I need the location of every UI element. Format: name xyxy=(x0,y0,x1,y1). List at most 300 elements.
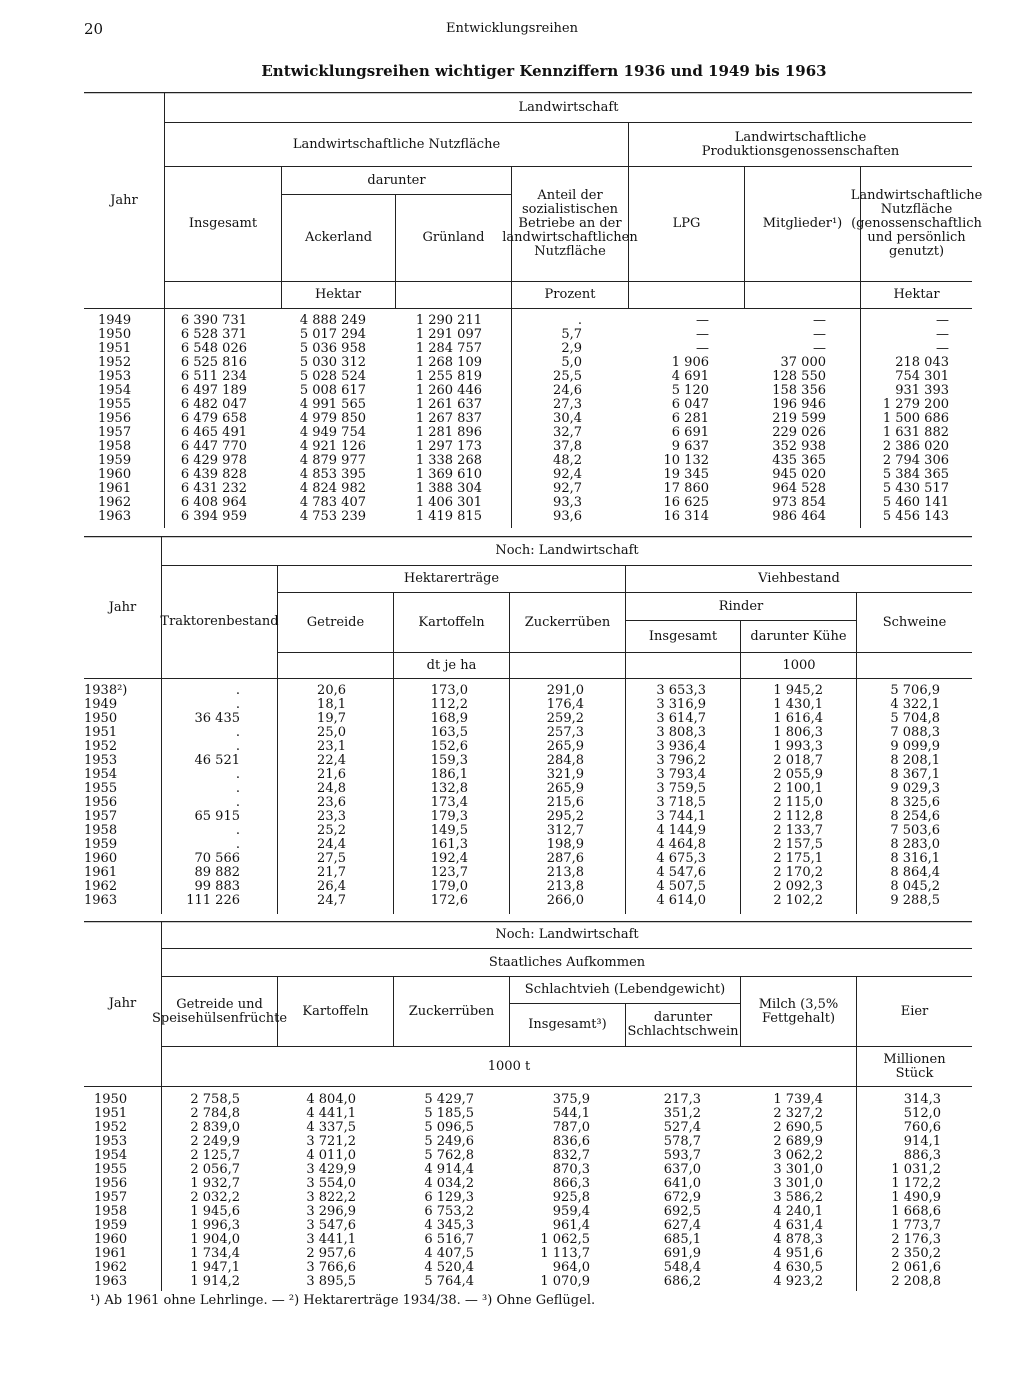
year-cell: 1957 xyxy=(84,809,118,824)
schlacht-insgesamt-cell: 964,0 xyxy=(552,1260,590,1275)
zuckerrueben-3-cell: 5 096,5 xyxy=(424,1120,474,1135)
kartoffeln-cell: 163,5 xyxy=(430,725,468,740)
nutzflaeche-lpg-cell: 1 500 686 xyxy=(882,411,949,426)
mitglieder-cell: 37 000 xyxy=(780,355,826,370)
kartoffeln-3-cell: 3 554,0 xyxy=(306,1176,356,1191)
zuckerrueben-cell: 287,6 xyxy=(546,851,584,866)
milch-cell: 4 923,2 xyxy=(773,1274,823,1289)
eier-cell: 2 061,6 xyxy=(891,1260,941,1275)
kartoffeln-3-cell: 3 721,2 xyxy=(306,1134,356,1149)
kuehe-cell: 2 100,1 xyxy=(773,781,823,796)
kartoffeln-cell: 112,2 xyxy=(430,697,468,712)
kartoffeln-cell: 192,4 xyxy=(430,851,468,866)
traktoren-cell: 65 915 xyxy=(194,809,240,824)
zuckerrueben-cell: 284,8 xyxy=(546,753,584,768)
nutzflaeche-lpg-cell: — xyxy=(936,341,949,356)
zuckerrueben-3-cell: 6 516,7 xyxy=(424,1232,474,1247)
schweine-cell: 5 706,9 xyxy=(890,683,940,698)
year-cell: 1960 xyxy=(94,1232,128,1247)
kartoffeln-3-cell: 3 895,5 xyxy=(306,1274,356,1289)
traktoren-cell: . xyxy=(235,683,240,698)
getreide-hf-cell: 2 758,5 xyxy=(190,1092,240,1107)
insgesamt-cell: 6 497 189 xyxy=(180,383,247,398)
nutzflaeche-lpg-cell: 5 456 143 xyxy=(882,509,949,524)
year-cell: 1953 xyxy=(98,369,132,384)
schlachtschwein-cell: 692,5 xyxy=(663,1204,701,1219)
milch-cell: 4 951,6 xyxy=(773,1246,823,1261)
getreide-cell: 21,6 xyxy=(317,767,346,782)
year-cell: 1956 xyxy=(84,795,118,810)
col-schlacht-insgesamt xyxy=(510,1093,590,1289)
ackerland-cell: 4 853 395 xyxy=(299,467,366,482)
kuehe-cell: 1 806,3 xyxy=(773,725,823,740)
ackerland-cell: 5 030 312 xyxy=(299,355,366,370)
insgesamt-cell: 6 548 026 xyxy=(180,341,247,356)
mitglieder-cell: 973 854 xyxy=(772,495,826,510)
subgroup-header-schlachtvieh: Schlachtvieh (Lebendgewicht) xyxy=(524,982,726,997)
col-header-schlachtschwein: darunter Schlachtschwein xyxy=(627,1010,739,1039)
col-header-traktoren: Traktorenbestand xyxy=(160,614,279,629)
kartoffeln-3-cell: 3 766,6 xyxy=(306,1260,356,1275)
year-cell: 1963 xyxy=(94,1274,128,1289)
schweine-cell: 8 283,0 xyxy=(890,837,940,852)
col-header-jahr-2: Jahr xyxy=(108,599,137,615)
subgroup-header-rinder: Rinder xyxy=(718,598,764,614)
getreide-cell: 26,4 xyxy=(317,879,346,894)
rinder-cell: 4 675,3 xyxy=(656,851,706,866)
zuckerrueben-3-cell: 6 129,3 xyxy=(424,1190,474,1205)
col-header-lpg-nutzflaeche: Landwirtschaftliche Nutzfläche (genossenschaftlich und persönlich genutzt) xyxy=(850,188,983,259)
schlacht-insgesamt-cell: 870,3 xyxy=(552,1162,590,1177)
schweine-cell: 9 288,5 xyxy=(890,893,940,908)
col-gruenland xyxy=(396,314,482,524)
gruenland-cell: 1 268 109 xyxy=(415,355,482,370)
traktoren-cell: . xyxy=(235,837,240,852)
gruenland-cell: 1 284 757 xyxy=(415,341,482,356)
milch-cell: 3 301,0 xyxy=(773,1162,823,1177)
zuckerrueben-3-cell: 5 185,5 xyxy=(424,1106,474,1121)
col-header-getreide-hf: Getreide und Speisehülsenfrüchte xyxy=(151,996,288,1026)
lpg-cell: 17 860 xyxy=(663,481,709,496)
rinder-cell: 3 653,3 xyxy=(656,683,706,698)
ackerland-cell: 5 028 524 xyxy=(299,369,366,384)
schweine-cell: 8 316,1 xyxy=(890,851,940,866)
zuckerrueben-cell: 257,3 xyxy=(546,725,584,740)
rinder-cell: 3 316,9 xyxy=(656,697,706,712)
mitglieder-cell: — xyxy=(813,327,826,342)
kuehe-cell: 2 055,9 xyxy=(773,767,823,782)
zuckerrueben-cell: 265,9 xyxy=(546,781,584,796)
eier-cell: 2 208,8 xyxy=(891,1274,941,1289)
eier-cell: 760,6 xyxy=(903,1120,941,1135)
kartoffeln-cell: 173,4 xyxy=(430,795,468,810)
schlacht-insgesamt-cell: 832,7 xyxy=(552,1148,590,1163)
kuehe-cell: 2 157,5 xyxy=(773,837,823,852)
kartoffeln-cell: 173,0 xyxy=(430,683,468,698)
getreide-cell: 23,3 xyxy=(317,809,346,824)
traktoren-cell: 89 882 xyxy=(194,865,240,880)
getreide-hf-cell: 1 904,0 xyxy=(190,1232,240,1247)
ackerland-cell: 4 921 126 xyxy=(299,439,366,454)
lpg-cell: — xyxy=(696,313,709,328)
insgesamt-cell: 6 482 047 xyxy=(180,397,247,412)
col-header-getreide: Getreide xyxy=(306,614,365,630)
mitglieder-cell: 945 020 xyxy=(772,467,826,482)
group-header-lpg: Landwirtschaftliche Produktionsgenossenschaften xyxy=(701,129,900,159)
anteil-cell: 5,0 xyxy=(561,355,582,370)
getreide-hf-cell: 2 839,0 xyxy=(190,1120,240,1135)
gruenland-cell: 1 291 097 xyxy=(415,327,482,342)
year-cell: 1955 xyxy=(98,397,132,412)
traktoren-cell: . xyxy=(235,823,240,838)
insgesamt-cell: 6 465 491 xyxy=(180,425,247,440)
mitglieder-cell: 158 356 xyxy=(772,383,826,398)
insgesamt-cell: 6 408 964 xyxy=(180,495,247,510)
getreide-hf-cell: 1 945,6 xyxy=(190,1204,240,1219)
year-cell: 1952 xyxy=(98,355,132,370)
year-cell: 1949 xyxy=(84,697,118,712)
col-schlachtschwein xyxy=(626,1093,701,1289)
mitglieder-cell: 196 946 xyxy=(772,397,826,412)
anteil-cell: 27,3 xyxy=(553,397,582,412)
schlachtschwein-cell: 685,1 xyxy=(663,1232,701,1247)
kartoffeln-3-cell: 3 822,2 xyxy=(306,1190,356,1205)
eier-cell: 1 668,6 xyxy=(891,1204,941,1219)
gruenland-cell: 1 290 211 xyxy=(415,313,482,328)
kartoffeln-cell: 168,9 xyxy=(430,711,468,726)
eier-cell: 1 490,9 xyxy=(891,1190,941,1205)
unit-hektar-lpg: Hektar xyxy=(893,287,940,302)
schlacht-insgesamt-cell: 787,0 xyxy=(552,1120,590,1135)
nutzflaeche-lpg-cell: — xyxy=(936,313,949,328)
col-header-anteil: Anteil der sozialistischen Betriebe an der landwirtschaftlichen Nutzfläche xyxy=(502,188,638,259)
year-cell: 1961 xyxy=(98,481,132,496)
milch-cell: 4 630,5 xyxy=(773,1260,823,1275)
milch-cell: 3 586,2 xyxy=(773,1190,823,1205)
table-staatliches-aufkommen xyxy=(84,921,972,1291)
kartoffeln-3-cell: 3 429,9 xyxy=(306,1162,356,1177)
year-cell: 1959 xyxy=(94,1218,128,1233)
rinder-cell: 3 936,4 xyxy=(656,739,706,754)
getreide-cell: 18,1 xyxy=(317,697,346,712)
schlacht-insgesamt-cell: 961,4 xyxy=(552,1218,590,1233)
year-cell: 1963 xyxy=(84,893,118,908)
milch-cell: 4 240,1 xyxy=(773,1204,823,1219)
kartoffeln-3-cell: 3 441,1 xyxy=(306,1232,356,1247)
kuehe-cell: 2 102,2 xyxy=(773,893,823,908)
year-cell: 1951 xyxy=(94,1106,128,1121)
year-cell: 1957 xyxy=(94,1190,128,1205)
gruenland-cell: 1 419 815 xyxy=(415,509,482,524)
milch-cell: 2 690,5 xyxy=(773,1120,823,1135)
kartoffeln-3-cell: 3 547,6 xyxy=(306,1218,356,1233)
year-cell: 1961 xyxy=(94,1246,128,1261)
zuckerrueben-3-cell: 5 429,7 xyxy=(424,1092,474,1107)
kartoffeln-cell: 149,5 xyxy=(430,823,468,838)
year-cell: 1962 xyxy=(94,1260,128,1275)
gruenland-cell: 1 406 301 xyxy=(415,495,482,510)
getreide-cell: 24,4 xyxy=(317,837,346,852)
col-kuehe xyxy=(741,684,823,908)
year-cell: 1952 xyxy=(84,739,118,754)
col-lpg xyxy=(629,314,709,524)
rinder-cell: 3 718,5 xyxy=(656,795,706,810)
rinder-cell: 4 464,8 xyxy=(656,837,706,852)
year-cell: 1957 xyxy=(98,425,132,440)
group-header-hektarertraege: Hektarerträge xyxy=(403,571,500,586)
col-header-kartoffeln-3: Kartoffeln xyxy=(302,1003,369,1019)
col-jahr-2 xyxy=(84,684,152,908)
nutzflaeche-lpg-cell: 5 460 141 xyxy=(882,495,949,510)
anteil-cell: 93,3 xyxy=(553,495,582,510)
gruenland-cell: 1 369 610 xyxy=(415,467,482,482)
schlacht-insgesamt-cell: 925,8 xyxy=(552,1190,590,1205)
year-cell: 1950 xyxy=(84,711,118,726)
col-rinder xyxy=(626,684,706,908)
getreide-hf-cell: 1 947,1 xyxy=(190,1260,240,1275)
year-cell: 1956 xyxy=(94,1176,128,1191)
nutzflaeche-lpg-cell: 2 794 306 xyxy=(882,453,949,468)
col-header-zuckerrueben: Zuckerrüben xyxy=(524,614,611,630)
zuckerrueben-cell: 215,6 xyxy=(546,795,584,810)
nutzflaeche-lpg-cell: 5 384 365 xyxy=(882,467,949,482)
year-cell: 1960 xyxy=(98,467,132,482)
ackerland-cell: 4 949 754 xyxy=(299,425,366,440)
nutzflaeche-lpg-cell: 931 393 xyxy=(895,383,949,398)
lpg-cell: 6 047 xyxy=(671,397,709,412)
ackerland-cell: 4 879 977 xyxy=(299,453,366,468)
kartoffeln-3-cell: 3 296,9 xyxy=(306,1204,356,1219)
ackerland-cell: 4 888 249 xyxy=(299,313,366,328)
zuckerrueben-cell: 213,8 xyxy=(546,865,584,880)
subgroup-header-darunter: darunter xyxy=(367,172,426,188)
kuehe-cell: 2 133,7 xyxy=(773,823,823,838)
table-landwirtschaft-nutzflaeche xyxy=(84,92,983,528)
col-getreide-hf xyxy=(162,1093,240,1289)
year-cell: 1950 xyxy=(98,327,132,342)
schweine-cell: 8 254,6 xyxy=(890,809,940,824)
eier-cell: 1 773,7 xyxy=(891,1218,941,1233)
getreide-hf-cell: 1 914,2 xyxy=(190,1274,240,1289)
year-cell: 1951 xyxy=(98,341,132,356)
insgesamt-cell: 6 394 959 xyxy=(180,509,247,524)
traktoren-cell: 46 521 xyxy=(194,753,240,768)
eier-cell: 2 350,2 xyxy=(891,1246,941,1261)
col-header-rinder-insgesamt: Insgesamt xyxy=(648,628,718,644)
year-cell: 1962 xyxy=(98,495,132,510)
anteil-cell: 24,6 xyxy=(553,383,582,398)
traktoren-cell: . xyxy=(235,781,240,796)
schlacht-insgesamt-cell: 1 062,5 xyxy=(540,1232,590,1247)
traktoren-cell: . xyxy=(235,767,240,782)
anteil-cell: 92,4 xyxy=(553,467,582,482)
rinder-cell: 4 144,9 xyxy=(656,823,706,838)
mitglieder-cell: 435 365 xyxy=(772,453,826,468)
lpg-cell: 5 120 xyxy=(671,383,709,398)
zuckerrueben-cell: 176,4 xyxy=(546,697,584,712)
gruenland-cell: 1 255 819 xyxy=(415,369,482,384)
mitglieder-cell: 986 464 xyxy=(772,509,826,524)
year-cell: 1952 xyxy=(94,1120,128,1135)
col-eier xyxy=(857,1093,941,1289)
insgesamt-cell: 6 390 731 xyxy=(180,313,247,328)
ackerland-cell: 4 824 982 xyxy=(299,481,366,496)
col-mitglieder xyxy=(745,314,826,524)
rinder-cell: 4 614,0 xyxy=(656,893,706,908)
unit-dt-je-ha: dt je ha xyxy=(426,657,477,673)
ackerland-cell: 4 753 239 xyxy=(299,509,366,524)
getreide-cell: 25,2 xyxy=(317,823,346,838)
schlacht-insgesamt-cell: 959,4 xyxy=(552,1204,590,1219)
milch-cell: 1 739,4 xyxy=(773,1092,823,1107)
running-header: Entwicklungsreihen xyxy=(446,21,578,36)
group-header-staatliches-aufkommen: Staatliches Aufkommen xyxy=(488,954,646,970)
kartoffeln-cell: 161,3 xyxy=(430,837,468,852)
eier-cell: 314,3 xyxy=(903,1092,941,1107)
unit-millionen-stueck: Millionen Stück xyxy=(883,1051,946,1081)
group-header-viehbestand: Viehbestand xyxy=(758,571,840,586)
kuehe-cell: 2 092,3 xyxy=(773,879,823,894)
mitglieder-cell: — xyxy=(813,341,826,356)
insgesamt-cell: 6 479 658 xyxy=(180,411,247,426)
rinder-cell: 3 614,7 xyxy=(656,711,706,726)
ackerland-cell: 4 979 850 xyxy=(299,411,366,426)
page-title: Entwicklungsreihen wichtiger Kennziffern 1936 und 1949 bis 1963 xyxy=(261,62,827,80)
zuckerrueben-3-cell: 4 407,5 xyxy=(424,1246,474,1261)
year-cell: 1953 xyxy=(84,753,118,768)
col-getreide xyxy=(278,684,346,908)
getreide-hf-cell: 1 734,4 xyxy=(190,1246,240,1261)
unit-prozent: Prozent xyxy=(544,287,596,302)
eier-cell: 886,3 xyxy=(903,1148,941,1163)
nutzflaeche-lpg-cell: 5 430 517 xyxy=(882,481,949,496)
insgesamt-cell: 6 429 978 xyxy=(180,453,247,468)
zuckerrueben-3-cell: 5 249,6 xyxy=(424,1134,474,1149)
traktoren-cell: 36 435 xyxy=(194,711,240,726)
year-cell: 1955 xyxy=(94,1162,128,1177)
eier-cell: 2 176,3 xyxy=(891,1232,941,1247)
year-cell: 1962 xyxy=(84,879,118,894)
lpg-cell: 16 314 xyxy=(663,509,709,524)
unit-hektar: Hektar xyxy=(314,287,362,302)
col-jahr-3 xyxy=(94,1093,127,1289)
col-header-schlacht-insgesamt: Insgesamt³) xyxy=(528,1017,607,1032)
anteil-cell: 30,4 xyxy=(553,411,582,426)
anteil-cell: 37,8 xyxy=(553,439,582,454)
lpg-cell: 9 637 xyxy=(671,439,709,454)
getreide-cell: 20,6 xyxy=(317,683,346,698)
col-kartoffeln-3 xyxy=(278,1093,356,1289)
zuckerrueben-cell: 198,9 xyxy=(546,837,584,852)
col-header-kuehe: darunter Kühe xyxy=(750,628,847,644)
year-cell: 1954 xyxy=(84,767,118,782)
year-cell: 1958 xyxy=(84,823,118,838)
schlachtschwein-cell: 351,2 xyxy=(663,1106,701,1121)
schlachtschwein-cell: 548,4 xyxy=(663,1260,701,1275)
getreide-cell: 23,6 xyxy=(317,795,346,810)
kuehe-cell: 1 430,1 xyxy=(773,697,823,712)
getreide-hf-cell: 2 125,7 xyxy=(190,1148,240,1163)
lpg-cell: 6 281 xyxy=(671,411,709,426)
col-nutzflaeche-lpg xyxy=(861,314,949,524)
group-header-noch-landwirtschaft-3: Noch: Landwirtschaft xyxy=(495,927,639,942)
milch-cell: 3 301,0 xyxy=(773,1176,823,1191)
rinder-cell: 3 744,1 xyxy=(656,809,706,824)
col-insgesamt xyxy=(165,314,247,524)
schweine-cell: 7 503,6 xyxy=(890,823,940,838)
year-cell: 1960 xyxy=(84,851,118,866)
kuehe-cell: 2 112,8 xyxy=(773,809,823,824)
zuckerrueben-cell: 312,7 xyxy=(546,823,584,838)
table-traktoren-ertraege-vieh xyxy=(84,536,972,914)
getreide-hf-cell: 2 032,2 xyxy=(190,1190,240,1205)
year-cell: 1954 xyxy=(94,1148,128,1163)
zuckerrueben-cell: 213,8 xyxy=(546,879,584,894)
year-cell: 1963 xyxy=(98,509,132,524)
kartoffeln-cell: 179,0 xyxy=(430,879,468,894)
kuehe-cell: 2 018,7 xyxy=(773,753,823,768)
zuckerrueben-3-cell: 4 345,3 xyxy=(424,1218,474,1233)
col-zuckerrueben xyxy=(510,684,584,908)
schlachtschwein-cell: 578,7 xyxy=(663,1134,701,1149)
milch-cell: 2 689,9 xyxy=(773,1134,823,1149)
kartoffeln-cell: 172,6 xyxy=(430,893,468,908)
group-header-nutzflaeche: Landwirtschaftliche Nutzfläche xyxy=(292,136,501,152)
anteil-cell: 92,7 xyxy=(553,481,582,496)
gruenland-cell: 1 388 304 xyxy=(415,481,482,496)
getreide-cell: 24,8 xyxy=(317,781,346,796)
zuckerrueben-cell: 265,9 xyxy=(546,739,584,754)
gruenland-cell: 1 281 896 xyxy=(415,425,482,440)
col-header-kartoffeln: Kartoffeln xyxy=(418,614,485,630)
getreide-cell: 27,5 xyxy=(317,851,346,866)
col-header-jahr-3: Jahr xyxy=(108,996,137,1011)
zuckerrueben-3-cell: 5 764,4 xyxy=(424,1274,474,1289)
kartoffeln-3-cell: 4 337,5 xyxy=(306,1120,356,1135)
schweine-cell: 8 325,6 xyxy=(890,795,940,810)
zuckerrueben-cell: 321,9 xyxy=(546,767,584,782)
traktoren-cell: 111 226 xyxy=(186,893,240,908)
year-cell: 1951 xyxy=(84,725,118,740)
eier-cell: 512,0 xyxy=(903,1106,941,1121)
col-traktoren xyxy=(162,684,240,908)
kartoffeln-cell: 179,3 xyxy=(430,809,468,824)
schweine-cell: 8 367,1 xyxy=(890,767,940,782)
col-header-milch: Milch (3,5% Fettgehalt) xyxy=(758,996,839,1026)
zuckerrueben-cell: 259,2 xyxy=(546,711,584,726)
col-kartoffeln xyxy=(394,684,468,908)
lpg-cell: — xyxy=(696,327,709,342)
year-cell: 1954 xyxy=(98,383,132,398)
lpg-cell: 4 691 xyxy=(671,369,709,384)
lpg-cell: 6 691 xyxy=(671,425,709,440)
zuckerrueben-3-cell: 5 762,8 xyxy=(424,1148,474,1163)
footnote: ¹) Ab 1961 ohne Lehrlinge. — ²) Hektarerträge 1934/38. — ³) Ohne Geflügel. xyxy=(90,1293,596,1308)
insgesamt-cell: 6 431 232 xyxy=(180,481,247,496)
schlachtschwein-cell: 691,9 xyxy=(663,1246,701,1261)
insgesamt-cell: 6 439 828 xyxy=(180,467,247,482)
insgesamt-cell: 6 447 770 xyxy=(180,439,247,454)
col-milch xyxy=(741,1093,823,1289)
schweine-cell: 8 208,1 xyxy=(890,753,940,768)
year-cell: 1958 xyxy=(94,1204,128,1219)
col-header-zuckerrueben-3: Zuckerrüben xyxy=(408,1003,495,1019)
schlacht-insgesamt-cell: 866,3 xyxy=(552,1176,590,1191)
nutzflaeche-lpg-cell: 2 386 020 xyxy=(882,439,949,454)
kartoffeln-cell: 132,8 xyxy=(430,781,468,796)
traktoren-cell: . xyxy=(235,725,240,740)
getreide-hf-cell: 2 784,8 xyxy=(190,1106,240,1121)
